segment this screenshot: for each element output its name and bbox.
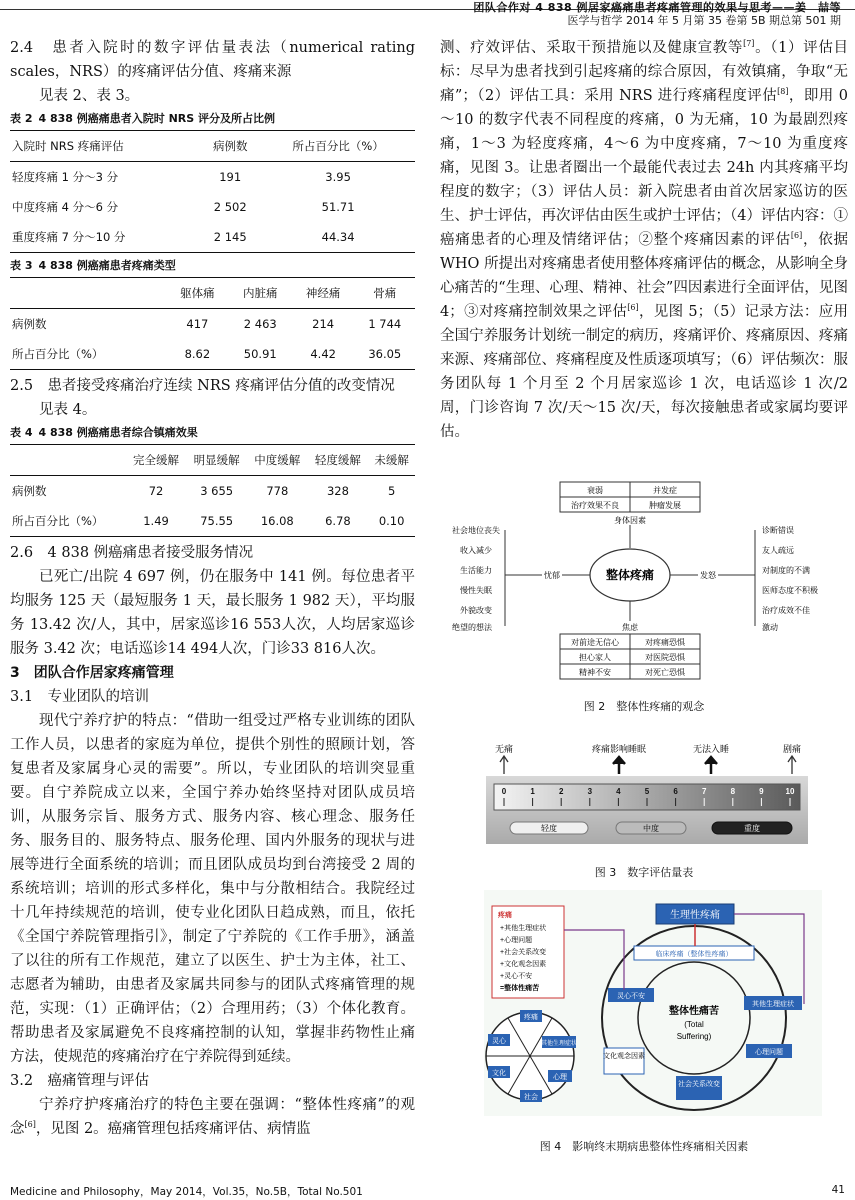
fig3-tick-label: 1 xyxy=(530,787,535,796)
figure-3-caption: 图 3 数字评估量表 xyxy=(594,866,694,879)
fig2-bottom-text: 对疼痛恐惧 xyxy=(645,638,685,647)
table-4 xyxy=(10,444,415,537)
t2-header: 病例数 xyxy=(199,131,261,162)
fig2-bottom-label: 焦虑 xyxy=(622,623,638,632)
paragraph-2-6: 已死亡/出院 4 697 例，仍在服务中 141 例。每位患者平均服务 125 天（最短服务 1 天，最长服务 1 982 天），平均服务 13.42 次/人，其中，居家巡诊16 553人次，人均居家巡诊服务 3.42 次；电话巡诊14 494人次，门诊33 816人次。 xyxy=(10,569,415,657)
figure-2-total-pain xyxy=(450,478,840,688)
fig3-tick-label: 2 xyxy=(558,787,564,796)
t4-header: 轻度缓解 xyxy=(308,445,369,476)
table-2-caption xyxy=(10,110,415,128)
fig4-ring-box xyxy=(604,1048,644,1074)
t2-cell: 2 502 xyxy=(213,200,247,214)
fig3-label-top: 疼痛影响睡眠 xyxy=(591,744,647,754)
table-3-title: 4 838 例癌痛患者疼痛类型 xyxy=(38,259,176,272)
page-footer xyxy=(10,1184,845,1199)
fig2-left-item: 生活能力 xyxy=(460,566,492,575)
citation: [7] xyxy=(743,39,755,49)
fig4-center: 整体性痛苦 xyxy=(669,1006,719,1017)
fig4-legend-item: =整体性痛苦 xyxy=(500,985,540,992)
table-row xyxy=(10,339,415,370)
right-column xyxy=(440,36,848,444)
page-number: 41 xyxy=(831,1184,845,1196)
fig3-label-top: 无法入睡 xyxy=(692,744,730,754)
t2-cell: 51.71 xyxy=(321,200,355,214)
t2-cell: 191 xyxy=(219,170,242,184)
fig3-label-top: 剧痛 xyxy=(782,744,802,754)
fig3-tick-label: 9 xyxy=(759,787,764,796)
fig4-legend-item: +心理问题 xyxy=(500,937,533,944)
fig3-tick-label: 3 xyxy=(587,787,593,796)
fig2-left-item: 收入减少 xyxy=(460,546,492,555)
fig2-left-item: 外貌改变 xyxy=(460,606,492,615)
running-title: 团队合作对 4 838 例居家癌痛患者疼痛管理的效果与思考——姜 喆等 xyxy=(473,1,841,14)
t4-cell: 16.08 xyxy=(247,506,308,537)
t4-cell: 病例数 xyxy=(12,484,47,498)
t4-cell: 72 xyxy=(148,484,164,498)
t4-cell: 1.49 xyxy=(126,506,187,537)
t4-header: 未缓解 xyxy=(368,445,415,476)
fig2-top-text: 治疗效果不良 xyxy=(571,501,619,510)
t4-cell: 所占百分比（%） xyxy=(10,506,126,537)
text-part: 测、疗效评估、采取干预措施以及健康宣教等 xyxy=(440,40,744,56)
fig3-band: 中度 xyxy=(643,824,659,833)
fig4-legend-item: +其他生理症状 xyxy=(500,925,547,932)
t3-header: 内脏痛 xyxy=(229,278,292,309)
t3-cell: 417 xyxy=(186,317,209,331)
section-2-5-see: 见表 4。 xyxy=(39,402,97,418)
fig4-legend-item: +灵心不安 xyxy=(500,973,533,980)
t2-header: 入院时 NRS 疼痛评估 xyxy=(10,131,199,162)
fig2-right-item: 诊断错误 xyxy=(762,526,794,535)
t4-cell: 0.10 xyxy=(368,506,415,537)
t2-header: 所占百分比（%） xyxy=(261,131,415,162)
journal-meta: 医学与哲学 2014 年 5 月第 35 卷第 5B 期总第 501 期 xyxy=(567,14,841,27)
text-part: ，依据 WHO 所提出对疼痛患者使用整体疼痛评估的概念，从影响全身心痛苦的“生理、心理、精神、社会”四因素进行全面评估，见图 4；③对疼痛控制效果之评估 xyxy=(440,232,849,320)
fig2-left-label: 忧郁 xyxy=(544,571,560,580)
fig4-ring-label: 其他生理症状 xyxy=(752,1001,794,1008)
text-part: ，即用 0～10 的数字代表不同程度的疼痛，0 为无痛，10 为最剧烈疼痛，1～3 为轻度疼痛，4～6 为中度疼痛，7～10 为重度疼痛，见图 3。让患者圈出一个最能代表过去 24h 内其疼痛平均程度的数字；（3）评估人员：新入院患者由首次居家巡访的医生、护士评估，再次评估由医生或护士评估；（4）评估内容：①癌痛患者的心理及情绪评估；②整个疼痛因素的评估 xyxy=(440,88,848,248)
t2-cell: 轻度疼痛 1 分～3 分 xyxy=(12,170,119,184)
paragraph-assessment xyxy=(440,36,848,444)
table-row xyxy=(10,162,415,193)
figure-3-nrs-scale xyxy=(486,740,808,848)
fig2-right-item: 对制度的不满 xyxy=(762,566,810,575)
fig4-top-box-label: 生理性疼痛 xyxy=(670,910,720,921)
t3-header: 神经痛 xyxy=(292,278,355,309)
t3-header: 躯体痛 xyxy=(166,278,229,309)
fig4-ring-box xyxy=(676,1076,722,1100)
figure-4-caption: 图 4 影响终末期病患整体性疼痛相关因素 xyxy=(539,1140,749,1153)
t3-cell: 50.91 xyxy=(229,339,292,370)
table-2-title: 4 838 例癌痛患者入院时 NRS 评分及所占比例 xyxy=(38,112,276,125)
fig2-top-label: 身体因素 xyxy=(614,516,646,525)
fig4-inner-box-label: 临床疼痛（整体性疼痛） xyxy=(655,951,733,958)
fig3-tick-label: 7 xyxy=(701,787,707,796)
t4-header xyxy=(10,445,126,476)
figure-2-caption: 图 2 整体性疼痛的观念 xyxy=(583,700,705,713)
figure-4-factors xyxy=(484,890,822,1116)
fig2-right-label: 发怒 xyxy=(700,571,716,580)
fig2-right-item: 治疗成效不佳 xyxy=(762,606,810,615)
fig3-band: 轻度 xyxy=(541,824,557,833)
section-2-4-see: 见表 2、表 3。 xyxy=(39,88,140,104)
t4-cell: 778 xyxy=(266,484,289,498)
left-column xyxy=(10,36,415,1141)
fig2-right-item: 医师态度不积极 xyxy=(762,586,818,595)
paragraph-3-2 xyxy=(10,1093,415,1141)
t3-cell: 1 744 xyxy=(368,317,402,331)
fig4-ring-label: 文化观念因素 xyxy=(603,1053,645,1060)
t2-cell: 3.95 xyxy=(325,170,351,184)
t2-cell: 中度疼痛 4 分～6 分 xyxy=(12,200,119,214)
fig3-label-top: 无痛 xyxy=(494,744,514,754)
fig2-top-text: 肿瘤发展 xyxy=(649,501,681,510)
section-2-5: 2.5 患者接受疼痛治疗连续 NRS 疼痛评估分值的改变情况 xyxy=(10,378,395,394)
table-row xyxy=(10,309,415,340)
paragraph-3-1: 现代宁养疗护的特点：“借助一组受过严格专业训练的团队工作人员，以患者的家庭为单位，提供个别性的照顾计划，答复患者及家属身心灵的需要”。所以，专业团队的培训突显重要。自宁养院成立以来，全国宁养办始终坚持对团队成员培训，从服务宗旨、服务方式、服务内容、核心理念、服务任务、服务目的、服务特点、服务伦理、国内外服务的现状与进展等进行全面系统的培训；而且团队成员均到台湾接受 2 周的系统培训；培训的形式多样化，集中与分散相结合。我院经过十几年持续规范的培训，使专业化团队日趋成熟，而且，依托《全国宁养院管理指引》，制定了宁养院的《工作手册》，涵盖了以往的所有工作规范，建立了以医生、护士为主体，社工、志愿者为辅助，由患者及家属共同参与的团队式疼痛管理的规范，实现：（1）正确评估；（2）合理用药；（3）个体化教育。帮助患者及家属避免不良疼痛控制的认知，掌握非药物性止痛方法，使规范的疼痛治疗在宁养院得到延续。 xyxy=(10,713,415,1065)
t3-cell: 4.42 xyxy=(292,339,355,370)
table-2 xyxy=(10,130,415,253)
fig2-top-text: 并发症 xyxy=(653,486,677,495)
t2-cell: 重度疼痛 7 分～10 分 xyxy=(10,222,199,253)
text-part: 。（1）评估目标：尽早为患者找到引起疼痛的综合原因，有效镇痛，争取“无痛”；（2）评估工具：采用 NRS 进行疼痛程度评估 xyxy=(440,40,848,104)
fig3-band: 重度 xyxy=(744,824,760,833)
fig2-left-item: 慢性失眠 xyxy=(460,586,492,595)
table-2-number: 表 2 xyxy=(10,112,33,125)
fig3-tick-label: 6 xyxy=(673,787,678,796)
fig2-bottom-text: 担心家人 xyxy=(579,653,611,662)
t3-cell: 所占百分比（%） xyxy=(10,339,166,370)
citation: [6] xyxy=(627,303,639,313)
fig4-center: (Total xyxy=(684,1020,704,1029)
t3-cell: 36.05 xyxy=(355,339,415,370)
t4-cell: 3 655 xyxy=(200,484,234,498)
fig3-tick-label: 10 xyxy=(785,787,795,796)
fig2-bottom-text: 精神不安 xyxy=(579,668,611,677)
t4-cell: 6.78 xyxy=(308,506,369,537)
t4-cell: 75.55 xyxy=(186,506,247,537)
fig2-bottom-text: 对死亡恐惧 xyxy=(645,668,685,677)
table-3 xyxy=(10,277,415,370)
fig4-wheel-label: 心理 xyxy=(553,1074,567,1081)
fig4-ring-label: 社会关系改变 xyxy=(678,1081,720,1088)
t3-cell: 214 xyxy=(312,317,335,331)
fig4-wheel-label: 灵心 xyxy=(492,1038,506,1045)
fig3-tick-label: 4 xyxy=(616,787,621,796)
fig4-center: Suffering) xyxy=(676,1032,712,1041)
citation: [8] xyxy=(777,87,789,97)
table-4-title: 4 838 例癌痛患者综合镇痛效果 xyxy=(38,426,198,439)
table-row xyxy=(10,476,415,507)
p32-tail: ，见图 2。癌痛管理包括疼痛评估、病情监 xyxy=(35,1121,311,1137)
fig2-top-text: 衰弱 xyxy=(587,486,603,495)
t2-cell: 2 145 xyxy=(199,222,261,253)
footer-journal: Medicine and Philosophy，May 2014，Vol.35，No.5B，Total No.501 xyxy=(10,1186,363,1198)
t4-cell: 328 xyxy=(326,484,349,498)
table-4-number: 表 4 xyxy=(10,426,33,439)
fig4-ring-label: 心理问题 xyxy=(755,1049,783,1056)
page-header xyxy=(0,0,855,28)
table-3-number: 表 3 xyxy=(10,259,33,272)
fig2-right-item: 友人疏远 xyxy=(762,546,794,555)
fig2-right-item: 激动 xyxy=(762,623,778,632)
table-row xyxy=(10,506,415,537)
fig4-wheel-label: 疼痛 xyxy=(524,1014,538,1021)
citation: [6] xyxy=(24,1120,36,1130)
t4-header: 完全缓解 xyxy=(126,445,187,476)
table-row xyxy=(10,192,415,222)
fig4-wheel-label: 文化 xyxy=(492,1070,506,1077)
t4-cell: 5 xyxy=(387,484,396,498)
fig2-left-item: 社会地位丧失 xyxy=(452,526,500,535)
section-3-1: 3.1 专业团队的培训 xyxy=(10,689,150,705)
fig2-bottom-text: 对医院恐惧 xyxy=(645,653,685,662)
fig3-tick-label: 0 xyxy=(501,787,507,796)
fig2-left-item: 绝望的想法 xyxy=(452,623,492,632)
section-2-4: 2.4 患者入院时的数字评估量表法（numerical rating scales，NRS）的疼痛评估分值、疼痛来源 xyxy=(10,40,415,80)
t2-cell: 44.34 xyxy=(261,222,415,253)
fig3-tick-label: 5 xyxy=(644,787,650,796)
t3-cell: 2 463 xyxy=(243,317,277,331)
fig3-tick-label: 8 xyxy=(730,787,736,796)
fig2-bottom-text: 对前途无信心 xyxy=(571,638,619,647)
section-3-heading: 3 团队合作居家疼痛管理 xyxy=(10,665,174,681)
fig2-center: 整体疼痛 xyxy=(605,568,655,582)
table-3-caption xyxy=(10,257,415,275)
t3-cell: 8.62 xyxy=(166,339,229,370)
t3-header xyxy=(10,278,166,309)
fig4-legend-item: +文化观念因素 xyxy=(500,961,547,968)
t4-header: 明显缓解 xyxy=(186,445,247,476)
citation: [6] xyxy=(790,231,803,241)
fig4-ring-label: 灵心不安 xyxy=(617,993,645,1000)
t3-cell: 病例数 xyxy=(12,317,47,331)
table-row xyxy=(10,222,415,253)
fig4-legend-title: 疼痛 xyxy=(498,912,512,919)
table-4-caption xyxy=(10,424,415,442)
fig4-legend-item: +社会关系改变 xyxy=(500,949,547,956)
t3-header: 骨痛 xyxy=(355,278,415,309)
section-3-2: 3.2 癌痛管理与评估 xyxy=(10,1073,150,1089)
text-part: ，见图 5；（5）记录方法：应用全国宁养服务计划统一制定的病历，疼痛评价、疼痛原因、疼痛来源、疼痛部位、疼痛程度及性质逐项填写；（6）评估频次：服务团队每 1 个月至 2 个月居家巡诊 1 次，电话巡诊 1 次/2 周，门诊咨询 7 次/天～15 次/天，每次接触患者或家属均要评估。 xyxy=(440,304,848,440)
section-2-6: 2.6 4 838 例癌痛患者接受服务情况 xyxy=(10,545,254,561)
fig4-wheel-label: 其他生理症状 xyxy=(540,1041,578,1047)
t4-header: 中度缓解 xyxy=(247,445,308,476)
p32-text: 宁养疗护疼痛治疗的特色主要在强调：“整体性疼痛”的观念 xyxy=(10,1097,415,1137)
fig4-wheel-label: 社会 xyxy=(524,1094,538,1101)
